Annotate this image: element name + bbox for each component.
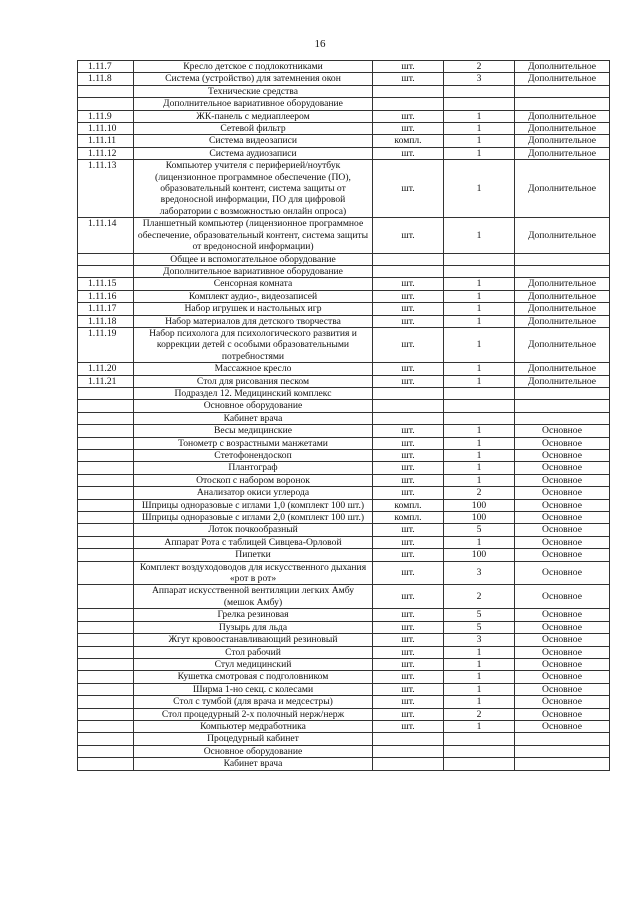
item-code: 1.11.16 bbox=[78, 290, 134, 302]
item-type: Основное bbox=[515, 646, 610, 658]
table-row bbox=[78, 474, 610, 486]
table-row bbox=[78, 425, 610, 437]
table-row bbox=[78, 315, 610, 327]
item-type: Основное bbox=[515, 549, 610, 561]
item-quantity: 3 bbox=[444, 561, 515, 585]
item-unit: шт. bbox=[373, 646, 444, 658]
item-name: Анализатор окиси углерода bbox=[134, 487, 373, 499]
table-row bbox=[78, 85, 610, 97]
item-type bbox=[515, 265, 610, 277]
item-code bbox=[78, 462, 134, 474]
item-unit bbox=[373, 387, 444, 399]
item-name: Общее и вспомогательное оборудование bbox=[134, 253, 373, 265]
table-row bbox=[78, 671, 610, 683]
item-unit: шт. bbox=[373, 487, 444, 499]
item-type bbox=[515, 758, 610, 770]
item-unit bbox=[373, 98, 444, 110]
item-quantity: 1 bbox=[444, 658, 515, 670]
table-row bbox=[78, 621, 610, 633]
item-quantity bbox=[444, 758, 515, 770]
item-code: 1.11.11 bbox=[78, 135, 134, 147]
item-quantity: 3 bbox=[444, 73, 515, 85]
item-type: Дополнительное bbox=[515, 147, 610, 159]
item-quantity: 1 bbox=[444, 147, 515, 159]
item-quantity: 5 bbox=[444, 524, 515, 536]
table-row bbox=[78, 290, 610, 302]
item-unit: компл. bbox=[373, 512, 444, 524]
item-name: Дополнительное вариативное оборудование bbox=[134, 98, 373, 110]
item-name: Ширма 1-но секц. с колесами bbox=[134, 683, 373, 695]
table-row bbox=[78, 683, 610, 695]
table-row bbox=[78, 375, 610, 387]
item-name: Стул медицинский bbox=[134, 658, 373, 670]
item-name: Система аудиозаписи bbox=[134, 147, 373, 159]
item-code: 1.11.15 bbox=[78, 278, 134, 290]
item-quantity: 2 bbox=[444, 708, 515, 720]
item-code bbox=[78, 387, 134, 399]
item-type bbox=[515, 733, 610, 745]
item-unit bbox=[373, 745, 444, 757]
item-unit: компл. bbox=[373, 499, 444, 511]
item-name: Набор игрушек и настольных игр bbox=[134, 303, 373, 315]
table-row bbox=[78, 363, 610, 375]
item-unit bbox=[373, 265, 444, 277]
item-unit: шт. bbox=[373, 327, 444, 362]
item-name: Основное оборудование bbox=[134, 745, 373, 757]
item-name: Комплект воздуходоводов для искусственного дыхания «рот в рот» bbox=[134, 561, 373, 585]
item-unit: шт. bbox=[373, 671, 444, 683]
item-name: Кабинет врача bbox=[134, 412, 373, 424]
item-quantity: 1 bbox=[444, 474, 515, 486]
item-code: 1.11.18 bbox=[78, 315, 134, 327]
table-row bbox=[78, 745, 610, 757]
item-quantity: 1 bbox=[444, 123, 515, 135]
item-type bbox=[515, 98, 610, 110]
item-name: Сенсорная комната bbox=[134, 278, 373, 290]
item-unit: шт. bbox=[373, 708, 444, 720]
table-row bbox=[78, 278, 610, 290]
item-type: Основное bbox=[515, 658, 610, 670]
item-code bbox=[78, 536, 134, 548]
item-type: Основное bbox=[515, 696, 610, 708]
item-unit bbox=[373, 758, 444, 770]
item-name: Процедурный кабинет bbox=[134, 733, 373, 745]
table-row bbox=[78, 387, 610, 399]
item-quantity: 1 bbox=[444, 462, 515, 474]
table-row bbox=[78, 400, 610, 412]
item-type: Дополнительное bbox=[515, 218, 610, 253]
item-type: Основное bbox=[515, 720, 610, 732]
item-quantity bbox=[444, 265, 515, 277]
item-quantity: 1 bbox=[444, 327, 515, 362]
item-type: Основное bbox=[515, 621, 610, 633]
item-name: Аппарат искусственной вентиляции легких Амбу (мешок Амбу) bbox=[134, 585, 373, 609]
item-name: Комплект аудио-, видеозаписей bbox=[134, 290, 373, 302]
item-quantity: 2 bbox=[444, 61, 515, 73]
item-name: Массажное кресло bbox=[134, 363, 373, 375]
table-row bbox=[78, 437, 610, 449]
item-unit: шт. bbox=[373, 634, 444, 646]
item-code: 1.11.9 bbox=[78, 110, 134, 122]
item-name: Подраздел 12. Медицинский комплекс bbox=[134, 387, 373, 399]
item-unit: шт. bbox=[373, 73, 444, 85]
item-type: Дополнительное bbox=[515, 375, 610, 387]
item-type: Дополнительное bbox=[515, 303, 610, 315]
table-row bbox=[78, 147, 610, 159]
item-type: Основное bbox=[515, 671, 610, 683]
item-type: Основное bbox=[515, 499, 610, 511]
item-type: Дополнительное bbox=[515, 61, 610, 73]
table-row bbox=[78, 512, 610, 524]
item-quantity: 1 bbox=[444, 696, 515, 708]
item-name: Компьютер медработника bbox=[134, 720, 373, 732]
table-row bbox=[78, 487, 610, 499]
item-quantity: 1 bbox=[444, 290, 515, 302]
item-unit: шт. bbox=[373, 524, 444, 536]
item-code bbox=[78, 683, 134, 695]
item-type: Основное bbox=[515, 512, 610, 524]
item-type: Дополнительное bbox=[515, 290, 610, 302]
item-name: Стол процедурный 2-х полочный нерж/нерж bbox=[134, 708, 373, 720]
item-type: Дополнительное bbox=[515, 278, 610, 290]
item-name: Стетофонендоскоп bbox=[134, 450, 373, 462]
item-quantity bbox=[444, 745, 515, 757]
item-code bbox=[78, 437, 134, 449]
table-row bbox=[78, 218, 610, 253]
item-name: Набор психолога для психологического развития и коррекции детей с особыми образовательными потребностями bbox=[134, 327, 373, 362]
item-unit: шт. bbox=[373, 437, 444, 449]
item-unit: шт. bbox=[373, 110, 444, 122]
table-row bbox=[78, 634, 610, 646]
table-row bbox=[78, 110, 610, 122]
item-code bbox=[78, 512, 134, 524]
table-row bbox=[78, 303, 610, 315]
item-code: 1.11.7 bbox=[78, 61, 134, 73]
item-code bbox=[78, 400, 134, 412]
item-code bbox=[78, 85, 134, 97]
item-unit: шт. bbox=[373, 290, 444, 302]
item-quantity: 1 bbox=[444, 720, 515, 732]
item-name: ЖК-панель с медиаплеером bbox=[134, 110, 373, 122]
item-name: Лоток почкообразный bbox=[134, 524, 373, 536]
item-type bbox=[515, 745, 610, 757]
item-quantity bbox=[444, 98, 515, 110]
item-name: Кресло детское с подлокотниками bbox=[134, 61, 373, 73]
item-name: Шприцы одноразовые с иглами 1,0 (комплект 100 шт.) bbox=[134, 499, 373, 511]
item-type: Основное bbox=[515, 450, 610, 462]
item-unit: шт. bbox=[373, 658, 444, 670]
item-code: 1.11.20 bbox=[78, 363, 134, 375]
item-code: 1.11.8 bbox=[78, 73, 134, 85]
item-code bbox=[78, 658, 134, 670]
item-code: 1.11.10 bbox=[78, 123, 134, 135]
item-quantity: 1 bbox=[444, 683, 515, 695]
item-name: Набор материалов для детского творчества bbox=[134, 315, 373, 327]
item-quantity bbox=[444, 387, 515, 399]
item-code bbox=[78, 634, 134, 646]
item-type: Основное bbox=[515, 437, 610, 449]
item-unit bbox=[373, 733, 444, 745]
item-name: Система (устройство) для затемнения окон bbox=[134, 73, 373, 85]
item-unit: шт. bbox=[373, 315, 444, 327]
item-code: 1.11.13 bbox=[78, 160, 134, 218]
item-quantity: 1 bbox=[444, 135, 515, 147]
item-type bbox=[515, 387, 610, 399]
table-row bbox=[78, 549, 610, 561]
item-unit: шт. bbox=[373, 218, 444, 253]
table-row bbox=[78, 585, 610, 609]
item-quantity: 1 bbox=[444, 110, 515, 122]
item-name: Кабинет врача bbox=[134, 758, 373, 770]
item-name: Пузырь для льда bbox=[134, 621, 373, 633]
item-code: 1.11.12 bbox=[78, 147, 134, 159]
table-row bbox=[78, 160, 610, 218]
item-name: Стол рабочий bbox=[134, 646, 373, 658]
item-type: Дополнительное bbox=[515, 110, 610, 122]
item-name: Компьютер учителя с периферией/ноутбук (лицензионное программное обеспечение (ПО), образовательный контент, система защиты от вредоносной информации, ПО для цифровой лаборатории с возможностью онлайн опроса) bbox=[134, 160, 373, 218]
item-code bbox=[78, 745, 134, 757]
item-code bbox=[78, 499, 134, 511]
table-row bbox=[78, 61, 610, 73]
item-unit: шт. bbox=[373, 720, 444, 732]
item-name: Стол с тумбой (для врача и медсестры) bbox=[134, 696, 373, 708]
item-name: Шприцы одноразовые с иглами 2,0 (комплект 100 шт.) bbox=[134, 512, 373, 524]
item-code bbox=[78, 450, 134, 462]
item-quantity: 100 bbox=[444, 512, 515, 524]
table-row bbox=[78, 733, 610, 745]
item-type: Основное bbox=[515, 425, 610, 437]
item-quantity: 100 bbox=[444, 499, 515, 511]
item-unit: шт. bbox=[373, 61, 444, 73]
table-row bbox=[78, 253, 610, 265]
item-name: Сетевой фильтр bbox=[134, 123, 373, 135]
table-row bbox=[78, 646, 610, 658]
item-type bbox=[515, 253, 610, 265]
table-row bbox=[78, 758, 610, 770]
item-name: Грелка резиновая bbox=[134, 609, 373, 621]
item-quantity: 1 bbox=[444, 437, 515, 449]
item-code: 1.11.17 bbox=[78, 303, 134, 315]
item-unit bbox=[373, 400, 444, 412]
item-type: Дополнительное bbox=[515, 327, 610, 362]
item-code bbox=[78, 758, 134, 770]
item-code bbox=[78, 561, 134, 585]
item-quantity bbox=[444, 400, 515, 412]
table-row bbox=[78, 450, 610, 462]
item-type: Дополнительное bbox=[515, 135, 610, 147]
item-unit: шт. bbox=[373, 278, 444, 290]
item-unit: шт. bbox=[373, 536, 444, 548]
item-type: Основное bbox=[515, 634, 610, 646]
item-code bbox=[78, 585, 134, 609]
item-quantity: 1 bbox=[444, 218, 515, 253]
item-quantity: 100 bbox=[444, 549, 515, 561]
item-quantity: 5 bbox=[444, 609, 515, 621]
item-type: Дополнительное bbox=[515, 160, 610, 218]
table-row bbox=[78, 609, 610, 621]
table-row bbox=[78, 696, 610, 708]
item-code bbox=[78, 720, 134, 732]
item-unit: шт. bbox=[373, 549, 444, 561]
item-name: Отоскоп с набором воронок bbox=[134, 474, 373, 486]
item-quantity bbox=[444, 85, 515, 97]
item-type: Основное bbox=[515, 585, 610, 609]
item-name: Весы медицинские bbox=[134, 425, 373, 437]
table-row bbox=[78, 536, 610, 548]
item-type: Дополнительное bbox=[515, 123, 610, 135]
item-unit: шт. bbox=[373, 585, 444, 609]
item-code bbox=[78, 265, 134, 277]
item-type: Основное bbox=[515, 708, 610, 720]
item-code bbox=[78, 733, 134, 745]
item-code: 1.11.19 bbox=[78, 327, 134, 362]
item-name: Основное оборудование bbox=[134, 400, 373, 412]
item-quantity: 3 bbox=[444, 634, 515, 646]
item-quantity: 1 bbox=[444, 536, 515, 548]
item-quantity: 2 bbox=[444, 487, 515, 499]
item-quantity: 1 bbox=[444, 303, 515, 315]
item-code bbox=[78, 412, 134, 424]
table-row bbox=[78, 658, 610, 670]
item-type: Основное bbox=[515, 609, 610, 621]
item-code bbox=[78, 609, 134, 621]
item-unit bbox=[373, 253, 444, 265]
item-unit: шт. bbox=[373, 609, 444, 621]
item-unit: шт. bbox=[373, 303, 444, 315]
item-quantity: 1 bbox=[444, 671, 515, 683]
item-quantity: 1 bbox=[444, 425, 515, 437]
item-name: Жгут кровоостанавливающий резиновый bbox=[134, 634, 373, 646]
table-row bbox=[78, 327, 610, 362]
item-name: Планшетный компьютер (лицензионное программное обеспечение, образовательный контент, система защиты от вредоносной информации) bbox=[134, 218, 373, 253]
item-code bbox=[78, 253, 134, 265]
table-row bbox=[78, 708, 610, 720]
table-row bbox=[78, 265, 610, 277]
item-type: Основное bbox=[515, 462, 610, 474]
item-quantity: 1 bbox=[444, 646, 515, 658]
item-unit: шт. bbox=[373, 474, 444, 486]
item-unit: шт. bbox=[373, 123, 444, 135]
item-quantity: 1 bbox=[444, 450, 515, 462]
item-unit: шт. bbox=[373, 425, 444, 437]
item-name: Плантограф bbox=[134, 462, 373, 474]
item-code: 1.11.21 bbox=[78, 375, 134, 387]
table-row bbox=[78, 73, 610, 85]
table-row bbox=[78, 561, 610, 585]
item-quantity: 5 bbox=[444, 621, 515, 633]
item-unit: шт. bbox=[373, 147, 444, 159]
item-name: Система видеозаписи bbox=[134, 135, 373, 147]
table-row bbox=[78, 98, 610, 110]
item-code bbox=[78, 708, 134, 720]
item-quantity: 1 bbox=[444, 363, 515, 375]
item-type: Дополнительное bbox=[515, 363, 610, 375]
item-quantity: 1 bbox=[444, 315, 515, 327]
item-quantity bbox=[444, 412, 515, 424]
item-type bbox=[515, 412, 610, 424]
item-unit: шт. bbox=[373, 462, 444, 474]
item-unit: шт. bbox=[373, 621, 444, 633]
item-quantity bbox=[444, 733, 515, 745]
item-code bbox=[78, 696, 134, 708]
item-name: Стол для рисования песком bbox=[134, 375, 373, 387]
item-quantity: 1 bbox=[444, 375, 515, 387]
item-code: 1.11.14 bbox=[78, 218, 134, 253]
item-unit: шт. bbox=[373, 375, 444, 387]
item-code bbox=[78, 524, 134, 536]
table-row bbox=[78, 135, 610, 147]
item-unit bbox=[373, 412, 444, 424]
item-code bbox=[78, 474, 134, 486]
table-row bbox=[78, 123, 610, 135]
item-unit: шт. bbox=[373, 160, 444, 218]
item-code bbox=[78, 621, 134, 633]
equipment-table bbox=[77, 60, 610, 771]
item-type: Основное bbox=[515, 536, 610, 548]
item-name: Кушетка смотровая с подголовником bbox=[134, 671, 373, 683]
item-unit: шт. bbox=[373, 561, 444, 585]
item-code bbox=[78, 671, 134, 683]
item-code bbox=[78, 549, 134, 561]
item-name: Аппарат Рота с таблицей Сивцева-Орловой bbox=[134, 536, 373, 548]
item-name: Технические средства bbox=[134, 85, 373, 97]
item-name: Дополнительное вариативное оборудование bbox=[134, 265, 373, 277]
item-type: Основное bbox=[515, 561, 610, 585]
table-row bbox=[78, 462, 610, 474]
item-type: Основное bbox=[515, 474, 610, 486]
item-type: Дополнительное bbox=[515, 73, 610, 85]
item-type: Основное bbox=[515, 683, 610, 695]
item-unit: шт. bbox=[373, 683, 444, 695]
page-number: 16 bbox=[314, 38, 326, 50]
item-unit: шт. bbox=[373, 363, 444, 375]
item-code bbox=[78, 98, 134, 110]
item-code bbox=[78, 646, 134, 658]
item-quantity: 1 bbox=[444, 160, 515, 218]
item-type bbox=[515, 400, 610, 412]
item-type: Основное bbox=[515, 487, 610, 499]
item-unit: шт. bbox=[373, 696, 444, 708]
item-type: Дополнительное bbox=[515, 315, 610, 327]
item-unit bbox=[373, 85, 444, 97]
item-unit: компл. bbox=[373, 135, 444, 147]
item-quantity: 2 bbox=[444, 585, 515, 609]
item-code bbox=[78, 487, 134, 499]
item-type: Основное bbox=[515, 524, 610, 536]
item-name: Тонометр с возрастными манжетами bbox=[134, 437, 373, 449]
table-row bbox=[78, 499, 610, 511]
table-row bbox=[78, 412, 610, 424]
item-type bbox=[515, 85, 610, 97]
item-quantity bbox=[444, 253, 515, 265]
table-row bbox=[78, 720, 610, 732]
item-unit: шт. bbox=[373, 450, 444, 462]
table-row bbox=[78, 524, 610, 536]
item-quantity: 1 bbox=[444, 278, 515, 290]
item-name: Пипетки bbox=[134, 549, 373, 561]
item-code bbox=[78, 425, 134, 437]
